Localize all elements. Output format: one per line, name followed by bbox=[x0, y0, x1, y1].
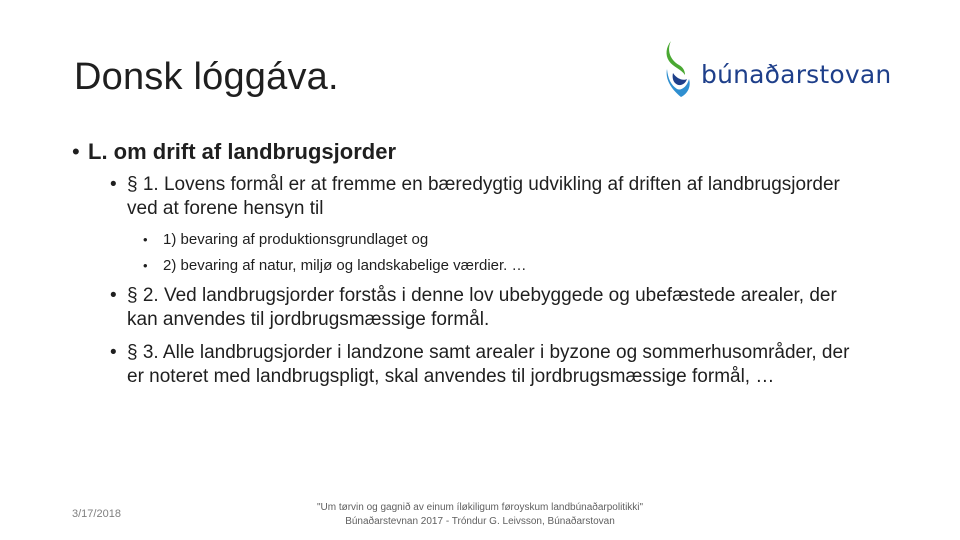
bullet-text: 2) bevaring af natur, miljø og landskabelige værdier. … bbox=[163, 257, 527, 274]
footer-line-1: "Um tørvin og gagnið av einum íløkiligum føroyskum landbúnaðarpolitikki" bbox=[316, 502, 644, 513]
logo-wordmark: búnaðarstovan bbox=[701, 59, 892, 89]
bullet-level2 bbox=[110, 173, 870, 221]
bullet-text: § 2. Ved landbrugsjorder forstås i denne lov ubebyggede og ubefæstede arealer, der kan anvendes til jordbrugsmæssige formål. bbox=[127, 285, 837, 330]
bullet-dot: • bbox=[110, 174, 117, 195]
bullet-dot: • bbox=[143, 258, 148, 273]
bullet-level3 bbox=[143, 230, 428, 250]
bullet-text: § 3. Alle landbrugsjorder i landzone samt arealer i byzone og sommerhusområder, der er noteret med landbrugspligt, skal anvendes til jordbrugsmæssige formål, … bbox=[127, 342, 850, 387]
bullet-level2 bbox=[110, 341, 870, 389]
bullet-dot: • bbox=[72, 139, 80, 164]
footer-line-2: Búnaðarstevnan 2017 - Tróndur G. Leivsson, Búnaðarstovan bbox=[345, 516, 615, 527]
bullet-dot: • bbox=[110, 285, 117, 306]
slide-title: Donsk lóggáva. bbox=[74, 56, 339, 98]
footer-date: 3/17/2018 bbox=[72, 508, 121, 520]
bullet-dot: • bbox=[110, 342, 117, 363]
bullet-text: § 1. Lovens formål er at fremme en bæredygtig udvikling af driften af landbrugsjorder ved at forene hensyn til bbox=[127, 174, 840, 219]
bullet-dot: • bbox=[143, 232, 148, 247]
bullet-level1 bbox=[72, 138, 396, 166]
bullet-text: L. om drift af landbrugsjorder bbox=[88, 139, 397, 164]
bullet-level3 bbox=[143, 256, 527, 276]
bullet-level2 bbox=[110, 284, 870, 332]
bullet-text: 1) bevaring af produktionsgrundlaget og bbox=[163, 231, 429, 248]
footer-caption bbox=[280, 501, 680, 529]
